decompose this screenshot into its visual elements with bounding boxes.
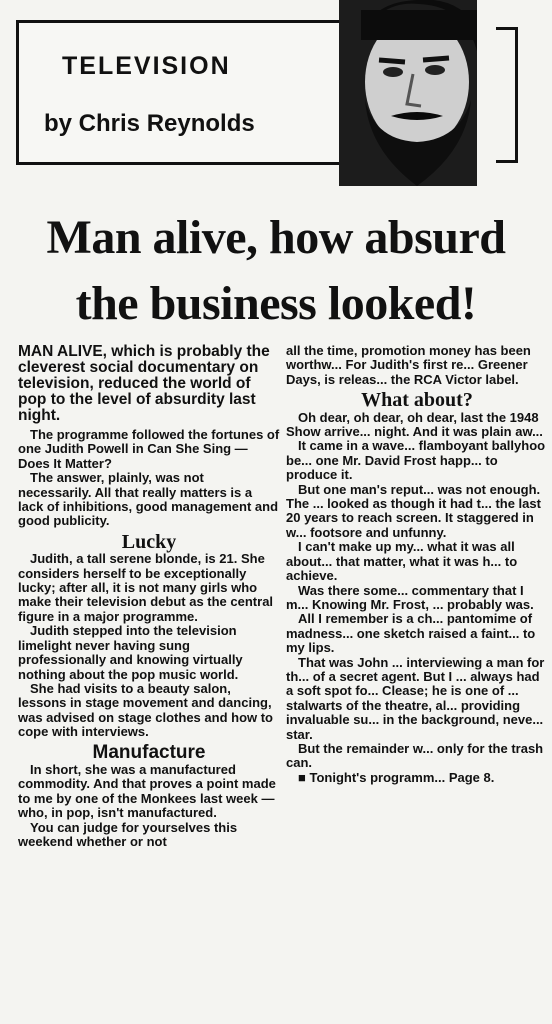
paragraph: I can't make up my... what it was all about... that matter, what it was h... to achieve. <box>286 539 518 584</box>
header-bracket <box>496 27 518 163</box>
author-portrait-image <box>339 0 491 186</box>
paragraph: The programme followed the fortunes of one Judith Powell in Can She Sing — Does It Matter? <box>18 427 280 471</box>
paragraph: She had visits to a beauty salon, lessons in stage movement and dancing, was advised on stage clothes and how to cope with interviews. <box>18 680 273 740</box>
footer-text: Tonight's programm... Page 8. <box>309 769 495 785</box>
left-column <box>18 344 280 849</box>
headline-line-1: Man alive, how absurd <box>46 211 506 264</box>
paragraph: Judith, a tall serene blonde, is 21. She considers herself to be exceptionally lucky; after all, it is not many girls who make their television debut as the central figure in a major programme. <box>18 551 274 624</box>
paragraph: But the remainder w... only for the trash can. <box>286 740 544 771</box>
subheading-manufacture: Manufacture <box>92 741 206 763</box>
paragraph: In short, she was a manufactured commodity. And that proves a point made to me by one of the Monkees last week — who, in pop, isn't manufactured. <box>18 761 276 821</box>
subheading-what-about: What about? <box>361 389 473 412</box>
paragraph: But one man's reput... was not enough. The ... looked as though it had t... the last 20 years to reach screen. It staggered in w... footsore and unfunny. <box>286 481 541 540</box>
paragraph: All I remember is a ch... pantomime of madness... one sketch raised a faint... to my lips. <box>286 611 536 656</box>
headline-line-2: the business looked! <box>75 277 477 330</box>
author-photo <box>339 0 491 186</box>
footer-note <box>286 771 548 785</box>
lead-paragraph: MAN ALIVE, which is probably the cleverest social documentary on television, reduced the world of pop to the level of absurdity last night. <box>18 343 270 424</box>
paragraph: all the time, promotion money has been worthw... For Judith's first re... Greener Days, is releas... the RCA Victor label. <box>286 343 531 387</box>
column-header-box <box>16 20 342 165</box>
square-bullet-icon: ■ <box>298 769 306 785</box>
paragraph: The answer, plainly, was not necessarily. All that really matters is a lack of inhibitions, good management and good publicity. <box>18 470 279 529</box>
paragraph: You can judge for yourselves this weekend whether or not <box>18 819 238 849</box>
paragraph: Oh dear, oh dear, oh dear, last the 1948 Show arrive... night. And it was plain aw... <box>286 409 543 440</box>
right-column <box>286 344 548 785</box>
subheading-lucky: Lucky <box>121 530 177 553</box>
paragraph: That was John ... interviewing a man for th... of a secret agent. But I ... always had a soft spot fo... Clease; he is one of ... stalwarts of the theatre, al... providing invaluable su... in the background, neve... star. <box>286 654 545 742</box>
byline: by Chris Reynolds <box>44 110 255 137</box>
paragraph: Was there some... commentary that I m... Knowing Mr. Frost, ... probably was. <box>286 582 534 612</box>
section-title: TELEVISION <box>62 52 231 80</box>
paragraph: Judith stepped into the television limelight never having sung professionally and knowing virtually nothing about the pop music world. <box>18 623 243 682</box>
paragraph: It came in a wave... flamboyant ballyhoo be... one Mr. David Frost happ... to produce it. <box>286 438 546 483</box>
